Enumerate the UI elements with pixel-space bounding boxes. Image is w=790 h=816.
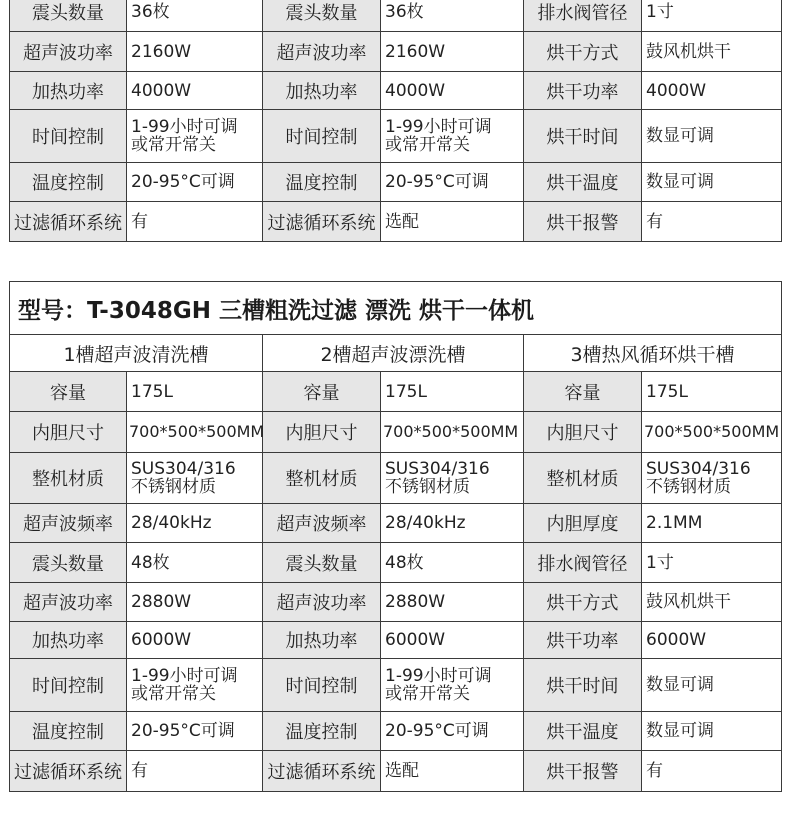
spec-value-cell: 1-99小时可调 或常开常关 [127,110,263,163]
tank-3-header: 3槽热风循环烘干槽 [524,335,782,372]
spec-label-cell: 过滤循环系统 [10,202,127,242]
spec-value-cell: 700*500*500MM [642,412,782,453]
spec-label-cell: 烘干方式 [524,32,642,72]
spec-value-cell: 700*500*500MM [127,412,263,453]
spec-row [10,163,782,202]
spec-value-cell: 28/40kHz [381,504,524,543]
spec-label-cell: 超声波功率 [10,32,127,72]
spec-label-cell: 加热功率 [263,622,381,659]
spec-value-cell: 1-99小时可调 或常开常关 [381,659,524,712]
spec-label-cell: 时间控制 [10,659,127,712]
spec-table-1-body [10,0,782,242]
spec-label-cell: 内胆尺寸 [524,412,642,453]
spec-table-1 [9,0,782,242]
spec-value-cell: 1-99小时可调 或常开常关 [381,110,524,163]
spec-value-cell: SUS304/316 不锈钢材质 [381,453,524,504]
spec-label-cell: 烘干方式 [524,583,642,622]
spec-row [10,372,782,412]
spec-value-cell: 鼓风机烘干 [642,583,782,622]
spec-label-cell: 震头数量 [263,0,381,32]
spec-value-cell: 4000W [642,72,782,110]
spec-label-cell: 温度控制 [10,712,127,751]
spec-label-cell: 内胆尺寸 [263,412,381,453]
spec-value-cell: 2880W [127,583,263,622]
spec-label-cell: 温度控制 [10,163,127,202]
spec-value-cell: 选配 [381,751,524,792]
spec-label-cell: 烘干温度 [524,163,642,202]
spec-value-cell: 数显可调 [642,163,782,202]
spec-value-cell: 有 [127,751,263,792]
spec-label-cell: 超声波频率 [263,504,381,543]
spec-row [10,504,782,543]
spec-label-cell: 震头数量 [263,543,381,583]
spec-value-cell: 1-99小时可调 或常开常关 [127,659,263,712]
spec-value-cell: 48枚 [381,543,524,583]
spec-row [10,202,782,242]
spec-label-cell: 容量 [10,372,127,412]
spec-label-cell: 整机材质 [10,453,127,504]
spec-value-cell: 1寸 [642,543,782,583]
spec-label-cell: 过滤循环系统 [10,751,127,792]
spec-label-cell: 容量 [263,372,381,412]
tank-2-header: 2槽超声波漂洗槽 [263,335,524,372]
spec-label-cell: 容量 [524,372,642,412]
spec-label-cell: 震头数量 [10,0,127,32]
spec-label-cell: 烘干时间 [524,110,642,163]
spec-label-cell: 超声波功率 [263,583,381,622]
spec-value-cell: 2.1MM [642,504,782,543]
spec-label-cell: 内胆尺寸 [10,412,127,453]
spec-table-2 [9,281,782,792]
spec-value-cell: 36枚 [127,0,263,32]
spec-value-cell: 有 [642,751,782,792]
spec-value-cell: 数显可调 [642,712,782,751]
spec-value-cell: 数显可调 [642,110,782,163]
spec-label-cell: 温度控制 [263,163,381,202]
spec-row [10,659,782,712]
spec-value-cell: 20-95°C可调 [127,163,263,202]
spec-label-cell: 排水阀管径 [524,543,642,583]
spec-row [10,712,782,751]
spec-value-cell: SUS304/316 不锈钢材质 [127,453,263,504]
spec-row [10,453,782,504]
spec-value-cell: 20-95°C可调 [381,712,524,751]
tank-header-row [10,335,782,372]
spec-label-cell: 时间控制 [263,110,381,163]
spec-value-cell: 48枚 [127,543,263,583]
spec-label-cell: 过滤循环系统 [263,751,381,792]
spec-label-cell: 烘干报警 [524,751,642,792]
spec-label-cell: 烘干温度 [524,712,642,751]
spec-label-cell: 烘干报警 [524,202,642,242]
spec-row [10,412,782,453]
table-title-row [10,282,782,335]
spec-label-cell: 加热功率 [10,72,127,110]
tank-1-header: 1槽超声波清洗槽 [10,335,263,372]
spec-value-cell: 选配 [381,202,524,242]
spec-value-cell: 20-95°C可调 [381,163,524,202]
spec-label-cell: 时间控制 [263,659,381,712]
spec-label-cell: 时间控制 [10,110,127,163]
spec-value-cell: 2160W [127,32,263,72]
spec-value-cell: 2160W [381,32,524,72]
spec-value-cell: 6000W [381,622,524,659]
spec-value-cell: 6000W [642,622,782,659]
spec-value-cell: 数显可调 [642,659,782,712]
spec-row [10,751,782,792]
model-title: 型号：T-3048GH 三槽粗洗过滤 漂洗 烘干一体机 [10,282,782,335]
spec-label-cell: 整机材质 [263,453,381,504]
spec-label-cell: 内胆厚度 [524,504,642,543]
spec-label-cell: 震头数量 [10,543,127,583]
spec-value-cell: 有 [127,202,263,242]
spec-value-cell: 175L [381,372,524,412]
spec-label-cell: 加热功率 [10,622,127,659]
spec-value-cell: 2880W [381,583,524,622]
spec-label-cell: 超声波频率 [10,504,127,543]
spec-value-cell: 4000W [127,72,263,110]
spec-row [10,0,782,32]
spec-value-cell: 有 [642,202,782,242]
spec-value-cell: 175L [642,372,782,412]
spec-label-cell: 温度控制 [263,712,381,751]
spec-value-cell: 4000W [381,72,524,110]
spec-label-cell: 过滤循环系统 [263,202,381,242]
spec-label-cell: 排水阀管径 [524,0,642,32]
spec-value-cell: 36枚 [381,0,524,32]
spec-table-2-body [10,282,782,792]
spec-value-cell: 700*500*500MM [381,412,524,453]
spec-row [10,32,782,72]
spec-label-cell: 整机材质 [524,453,642,504]
spec-value-cell: SUS304/316 不锈钢材质 [642,453,782,504]
spec-value-cell: 20-95°C可调 [127,712,263,751]
spec-row [10,543,782,583]
spec-value-cell: 6000W [127,622,263,659]
spec-row [10,622,782,659]
spec-label-cell: 超声波功率 [263,32,381,72]
spec-value-cell: 1寸 [642,0,782,32]
spec-row [10,110,782,163]
spec-row [10,72,782,110]
spec-label-cell: 烘干时间 [524,659,642,712]
spec-value-cell: 175L [127,372,263,412]
spec-label-cell: 烘干功率 [524,622,642,659]
spec-value-cell: 鼓风机烘干 [642,32,782,72]
spec-label-cell: 加热功率 [263,72,381,110]
spec-value-cell: 28/40kHz [127,504,263,543]
spec-label-cell: 烘干功率 [524,72,642,110]
spec-label-cell: 超声波功率 [10,583,127,622]
spec-row [10,583,782,622]
